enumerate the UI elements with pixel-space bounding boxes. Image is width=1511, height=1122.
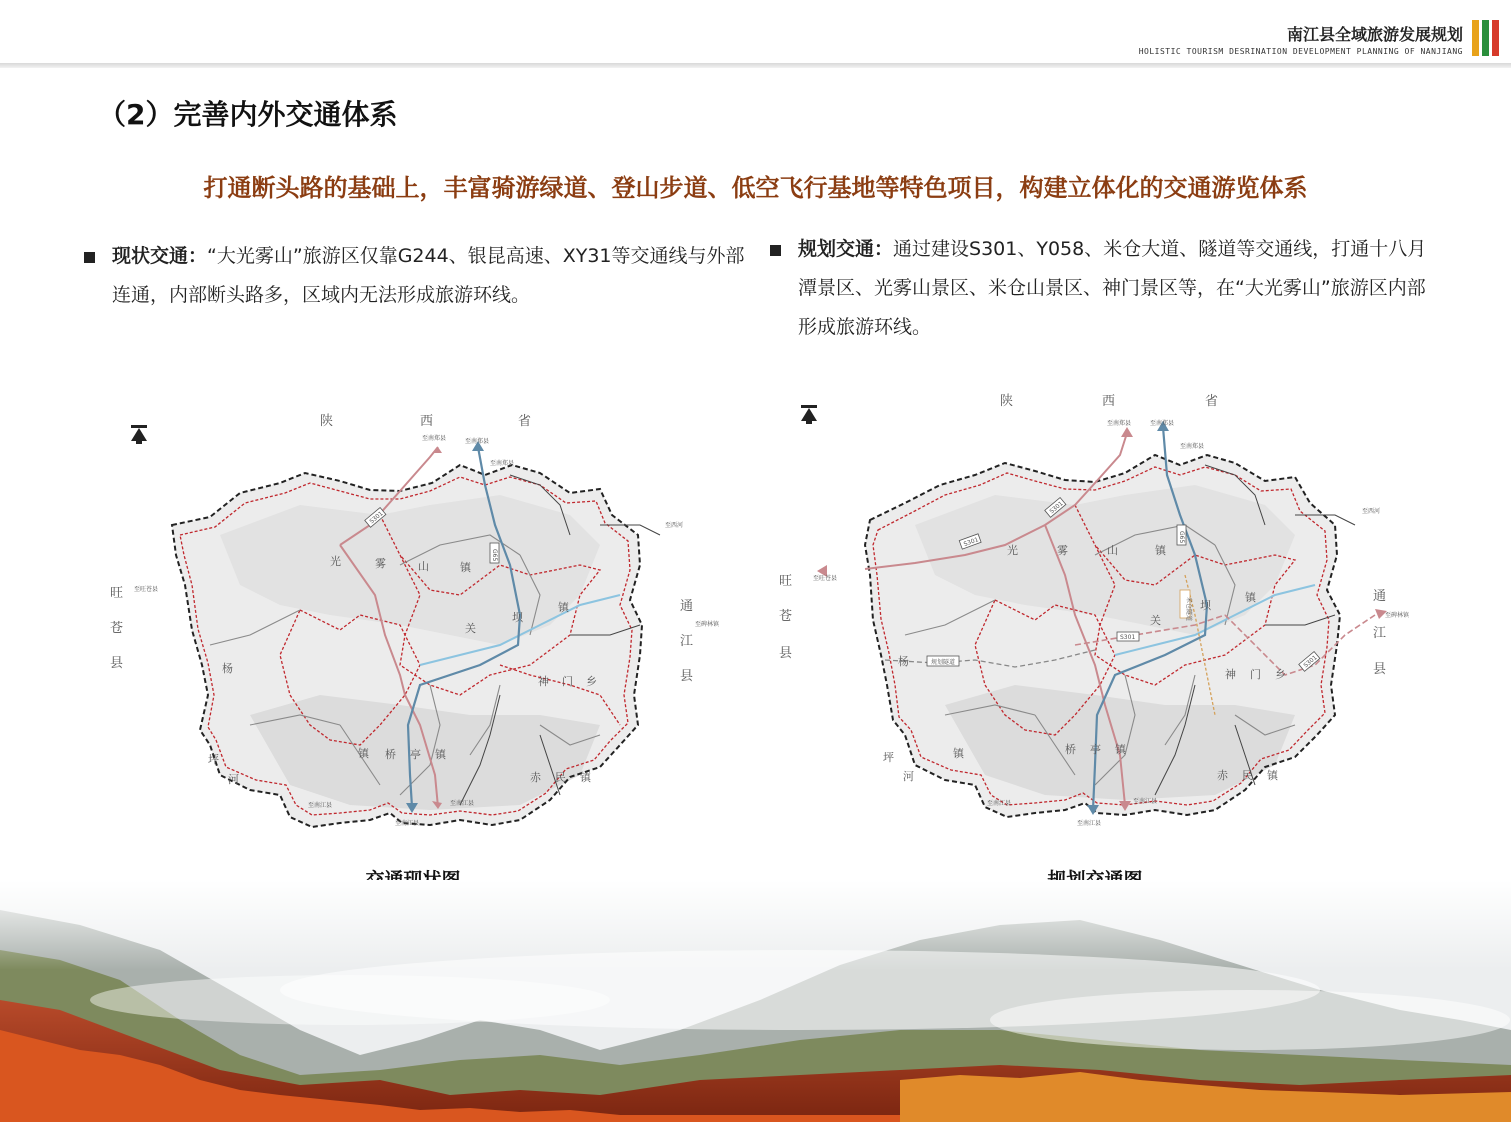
map-label: 县	[110, 656, 124, 671]
map-label: 门	[562, 675, 573, 688]
planned-traffic-map	[775, 385, 1435, 835]
map-label: 关	[1150, 614, 1161, 627]
road-s301-label: S301	[1048, 500, 1065, 516]
brand-bar-orange	[1472, 20, 1479, 56]
map-label: 县	[1373, 662, 1387, 677]
destination-label: 至南江县	[1077, 820, 1102, 827]
road-s301-label: S301	[1120, 634, 1136, 641]
map-label: 赤	[530, 771, 541, 784]
map-label: 镇	[435, 748, 446, 761]
bullet-text	[770, 230, 1435, 347]
section-title: （2）完善内外交通体系	[98, 98, 398, 131]
map-label: 江	[1373, 626, 1387, 641]
destination-label: 至南郑县	[1150, 420, 1175, 427]
destination-label: 至南江县	[308, 802, 333, 809]
map-label: 乡	[1275, 668, 1286, 681]
map-label: 镇	[460, 561, 471, 574]
map-label: 旺	[110, 586, 124, 601]
map-label: 镇	[558, 601, 569, 614]
map-label: 河	[903, 770, 914, 783]
map-label: 乡	[586, 675, 597, 688]
current-traffic-map	[100, 395, 720, 835]
destination-label: 至南江县	[987, 800, 1012, 807]
map-label: 杨	[898, 655, 909, 668]
map-label: 雾	[1057, 544, 1068, 557]
map-label: 西	[1102, 394, 1116, 409]
road-s301-label: S301	[368, 510, 385, 526]
map-label: 通	[680, 599, 694, 614]
map-label: 坪	[883, 751, 894, 764]
map-label: 门	[1250, 668, 1261, 681]
map-label: 镇	[1115, 743, 1126, 756]
destination-label: 至西河	[665, 522, 684, 529]
map-label: 镇	[953, 747, 964, 760]
road-g65-label: G65	[1178, 531, 1185, 544]
map-label: 神	[1225, 668, 1236, 681]
autumn-mountain-landscape	[0, 880, 1511, 1122]
bullet-square-icon	[770, 245, 781, 256]
map-label: 光	[1007, 544, 1018, 557]
map-label: 坝	[512, 611, 523, 624]
map-label: 江	[680, 634, 694, 649]
map-label: 关	[465, 622, 476, 635]
map-label: 杨	[222, 662, 233, 675]
map-label: 镇	[580, 771, 591, 784]
map-label: 桥	[385, 748, 396, 761]
destination-label: 至南江县	[450, 800, 475, 807]
map-label: 坝	[1200, 599, 1211, 612]
destination-label: 至南郑县	[1107, 420, 1132, 427]
document-title: 南江县全域旅游发展规划	[1286, 25, 1463, 44]
map-label: 坪	[208, 753, 219, 766]
map-label: 民	[555, 771, 566, 784]
planned-tunnel-label: 规划隧道	[931, 659, 956, 666]
map-label: 山	[1107, 544, 1118, 557]
destination-label: 至南郑县	[490, 460, 515, 467]
map-label: 苍	[110, 621, 124, 636]
destination-label: 至旺苍县	[813, 575, 838, 582]
map-label: 河	[228, 773, 239, 786]
destination-label: 至碑林镇	[695, 621, 720, 628]
map-label: 西	[420, 414, 434, 429]
destination-label: 至南江县	[395, 820, 420, 827]
destination-label: 至西河	[1362, 508, 1381, 515]
map-label: 苍	[779, 609, 793, 624]
map-label: 桥	[1065, 743, 1076, 756]
north-arrow-icon	[131, 425, 147, 444]
map-label: 省	[518, 414, 532, 429]
map-label: 亭	[410, 748, 421, 761]
map-label: 镇	[1155, 544, 1166, 557]
bullet-label: 现状交通：	[112, 245, 208, 267]
map-label: 旺	[779, 574, 793, 589]
map-label: 赤	[1217, 769, 1228, 782]
document-subtitle: HOLISTIC TOURISM DESRINATION DEVELOPMENT PLANNING OF NANJIANG	[1138, 47, 1463, 56]
destination-label: 至南郑县	[1180, 443, 1205, 450]
map-label: 镇	[1245, 591, 1256, 604]
bullet-current-traffic	[84, 237, 749, 315]
map-label: 山	[418, 560, 429, 573]
map-label: 通	[1373, 589, 1387, 604]
map-label: 民	[1242, 769, 1253, 782]
map-label: 光	[330, 555, 341, 568]
road-g65-label: G65	[491, 549, 498, 562]
bullet-label: 规划交通：	[798, 238, 894, 260]
destination-label: 至南郑县	[422, 435, 447, 442]
map-label: 县	[779, 646, 793, 661]
map-label: 陕	[1000, 394, 1014, 409]
map-label: 亭	[1090, 743, 1101, 756]
road-s301-label: S301	[1302, 654, 1319, 670]
bullet-planned-traffic	[770, 230, 1435, 347]
north-arrow-icon	[801, 405, 817, 424]
map-label: 陕	[320, 414, 334, 429]
bullet-body: “大光雾山”旅游区仅靠G244、银昆高速、XY31等交通线与外部连通，内部断头路多，区域内无法形成旅游环线。	[112, 245, 745, 306]
destination-label: 至南江县	[1133, 798, 1158, 805]
destination-label: 至旺苍县	[134, 586, 159, 593]
brand-bar-red	[1492, 20, 1499, 56]
map-label: 雾	[375, 557, 386, 570]
brand-bar-green	[1482, 20, 1489, 56]
map-label: 神	[538, 675, 549, 688]
tunnel-label: 米仓隧道	[1185, 597, 1192, 622]
map-label: 县	[680, 669, 694, 684]
destination-label: 至南郑县	[465, 438, 490, 445]
arrow-head-icon	[1121, 427, 1133, 437]
brand-color-bars	[1472, 20, 1499, 56]
road-s301-label: S301	[962, 536, 980, 549]
map-label: 镇	[358, 747, 369, 760]
bullet-text	[84, 237, 749, 315]
map-label: 省	[1205, 394, 1219, 409]
header-divider	[0, 63, 1511, 68]
bullet-square-icon	[84, 252, 95, 263]
headline: 打通断头路的基础上，丰富骑游绿道、登山步道、低空飞行基地等特色项目，构建立体化的交通游览体系	[203, 174, 1308, 202]
bullet-body: 通过建设S301、Y058、米仓大道、隧道等交通线，打通十八月潭景区、光雾山景区、米仓山景区、神门景区等，在“大光雾山”旅游区内部形成旅游环线。	[798, 238, 1427, 338]
map-label: 镇	[1267, 769, 1278, 782]
destination-label: 至碑林镇	[1385, 612, 1410, 619]
